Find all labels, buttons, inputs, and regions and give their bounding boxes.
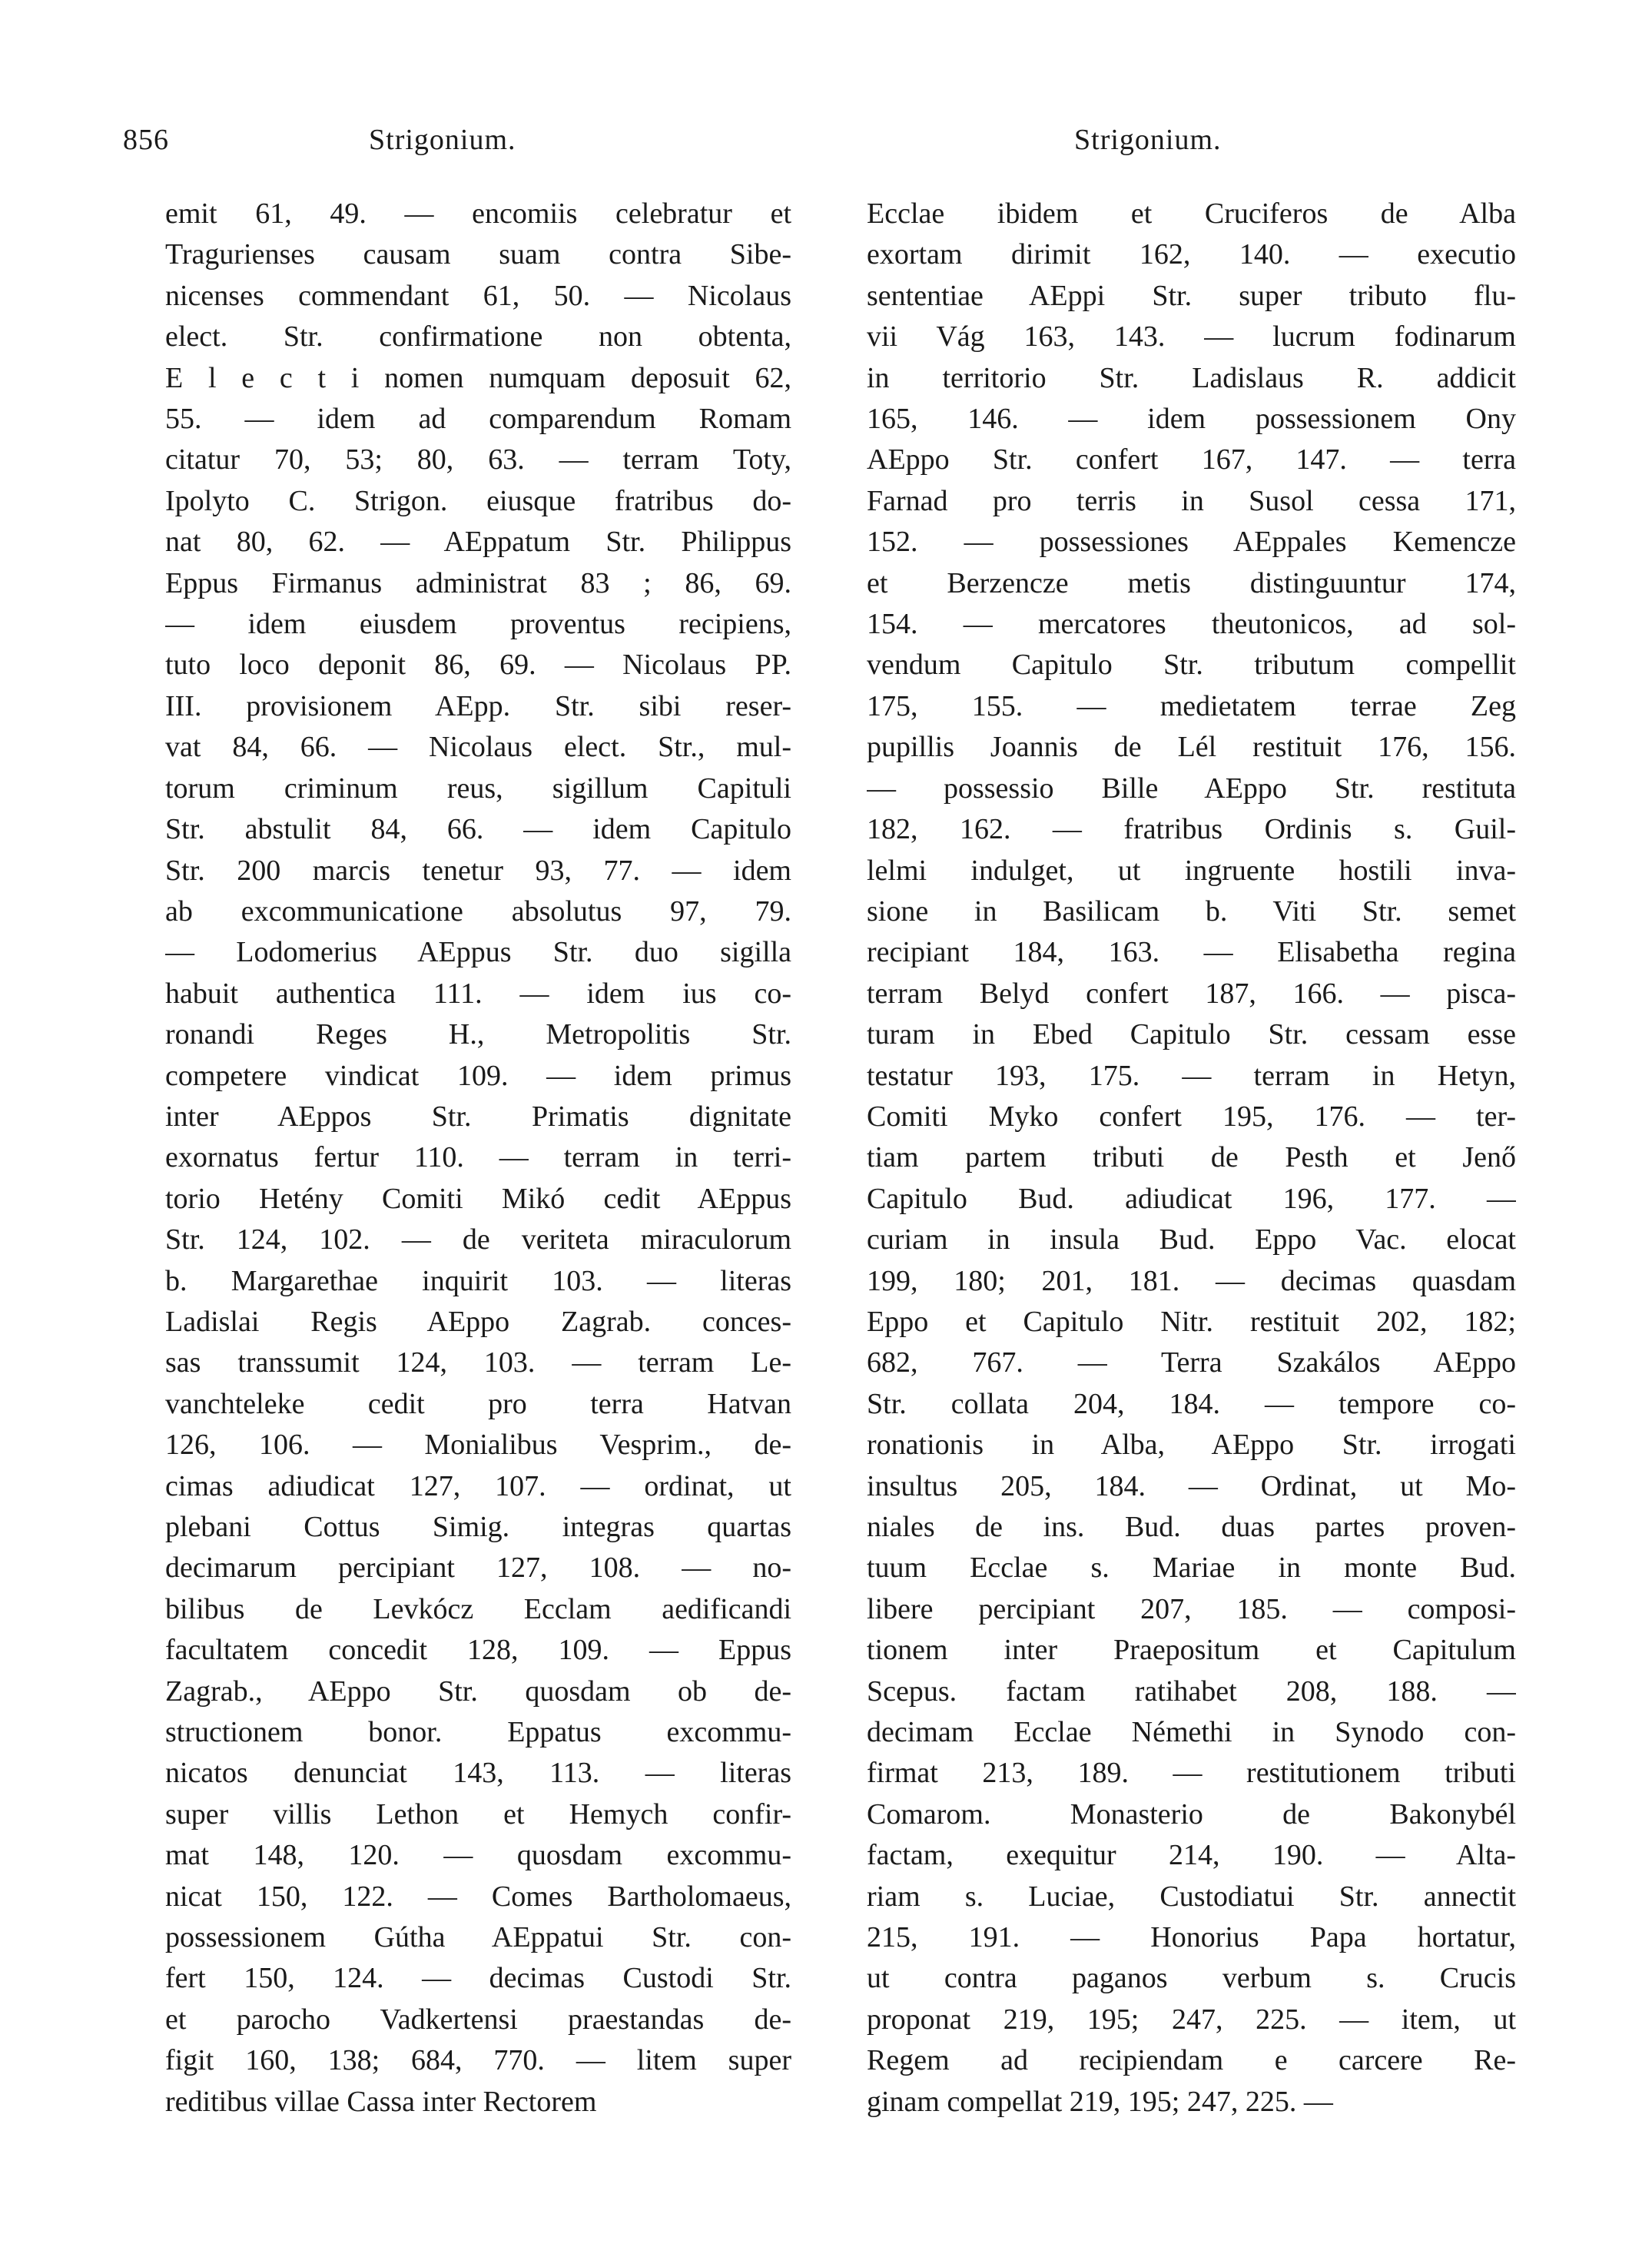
text-line: 175, 155. — medietatem terrae Zeg: [867, 689, 1516, 722]
text-line: Comiti Myko confert 195, 176. — ter-: [867, 1100, 1516, 1133]
text-line: vanchteleke cedit pro terra Hatvan: [165, 1387, 791, 1420]
text-line: turam in Ebed Capitulo Str. cessam esse: [867, 1018, 1516, 1051]
text-line: et parocho Vadkertensi praestandas de-: [165, 2003, 791, 2036]
text-line: fert 150, 124. — decimas Custodi Str.: [165, 1962, 791, 1995]
text-line: E l e c t i nomen numquam deposuit 62,: [165, 361, 791, 394]
text-line: cimas adiudicat 127, 107. — ordinat, ut: [165, 1469, 791, 1502]
text-line: pupillis Joannis de Lél restituit 176, 156.: [867, 731, 1516, 764]
text-line: Farnad pro terris in Susol cessa 171,: [867, 484, 1516, 517]
text-line: vii Vág 163, 143. — lucrum fodinarum: [867, 320, 1516, 353]
text-line: Str. abstulit 84, 66. — idem Capitulo: [165, 813, 791, 846]
text-line: AEppo Str. confert 167, 147. — terra: [867, 443, 1516, 476]
text-line: elect. Str. confirmatione non obtenta,: [165, 320, 791, 353]
text-line: nat 80, 62. — AEppatum Str. Philippus: [165, 526, 791, 559]
text-line: sas transsumit 124, 103. — terram Le-: [165, 1346, 791, 1379]
text-line: ronationis in Alba, AEppo Str. irrogati: [867, 1429, 1516, 1462]
text-line: recipiant 184, 163. — Elisabetha regina: [867, 936, 1516, 969]
text-line: Comarom. Monasterio de Bakonybél: [867, 1797, 1516, 1831]
text-line: III. provisionem AEpp. Str. sibi reser-: [165, 689, 791, 722]
text-line: emit 61, 49. — encomiis celebratur et: [165, 197, 791, 230]
text-line: nicat 150, 122. — Comes Bartholomaeus,: [165, 1880, 791, 1913]
text-line: 55. — idem ad comparendum Romam: [165, 403, 791, 436]
text-line: sione in Basilicam b. Viti Str. semet: [867, 895, 1516, 928]
text-line: tiam partem tributi de Pesth et Jenő: [867, 1141, 1516, 1174]
text-line: — idem eiusdem proventus recipiens,: [165, 608, 791, 641]
text-line: structionem bonor. Eppatus excommu-: [165, 1716, 791, 1749]
text-line: testatur 193, 175. — terram in Hetyn,: [867, 1059, 1516, 1092]
text-line: Capitulo Bud. adiudicat 196, 177. —: [867, 1182, 1516, 1215]
text-line: reditibus villae Cassa inter Rectorem: [165, 2085, 597, 2118]
text-line: citatur 70, 53; 80, 63. — terram Toty,: [165, 443, 791, 476]
text-line: Eppo et Capitulo Nitr. restituit 202, 182;: [867, 1305, 1516, 1338]
text-line: sententiae AEppi Str. super tributo flu-: [867, 279, 1516, 312]
text-line: 126, 106. — Monialibus Vesprim., de-: [165, 1429, 791, 1462]
text-line: habuit authentica 111. — idem ius co-: [165, 977, 791, 1010]
text-line: Regem ad recipiendam e carcere Re-: [867, 2044, 1516, 2077]
text-line: bilibus de Levkócz Ecclam aedificandi: [165, 1592, 791, 1625]
text-line: 215, 191. — Honorius Papa hortatur,: [867, 1921, 1516, 1954]
text-line: competere vindicat 109. — idem primus: [165, 1059, 791, 1092]
text-line: 182, 162. — fratribus Ordinis s. Guil-: [867, 813, 1516, 846]
text-line: decimarum percipiant 127, 108. — no-: [165, 1552, 791, 1585]
text-line: torio Hetény Comiti Mikó cedit AEppus: [165, 1182, 791, 1215]
page-number: 856: [123, 124, 169, 156]
text-line: exornatus fertur 110. — terram in terri-: [165, 1141, 791, 1174]
text-line: firmat 213, 189. — restitutionem tributi: [867, 1757, 1516, 1790]
text-line: riam s. Luciae, Custodiatui Str. annectit: [867, 1880, 1516, 1913]
text-line: libere percipiant 207, 185. — composi-: [867, 1592, 1516, 1625]
text-line: mat 148, 120. — quosdam excommu-: [165, 1839, 791, 1872]
text-line: Tragurienses causam suam contra Sibe-: [165, 238, 791, 271]
right-column: [867, 194, 1516, 2123]
text-line: vendum Capitulo Str. tributum compellit: [867, 649, 1516, 682]
text-line: Ladislai Regis AEppo Zagrab. conces-: [165, 1305, 791, 1338]
text-line: super villis Lethon et Hemych confir-: [165, 1797, 791, 1831]
text-line: tuto loco deponit 86, 69. — Nicolaus PP.: [165, 649, 791, 682]
text-line: b. Margarethae inquirit 103. — literas: [165, 1264, 791, 1297]
text-line: Scepus. factam ratihabet 208, 188. —: [867, 1675, 1516, 1708]
text-line: decimam Ecclae Némethi in Synodo con-: [867, 1716, 1516, 1749]
text-line: tuum Ecclae s. Mariae in monte Bud.: [867, 1552, 1516, 1585]
text-line: 154. — mercatores theutonicos, ad sol-: [867, 608, 1516, 641]
text-line: ginam compellat 219, 195; 247, 225. —: [867, 2085, 1333, 2118]
text-line: Str. collata 204, 184. — tempore co-: [867, 1387, 1516, 1420]
text-line: — possessio Bille AEppo Str. restituta: [867, 772, 1516, 805]
text-line: Ecclae ibidem et Cruciferos de Alba: [867, 197, 1516, 230]
text-line: curiam in insula Bud. Eppo Vac. elocat: [867, 1223, 1516, 1256]
text-line: Str. 124, 102. — de veriteta miraculorum: [165, 1223, 791, 1256]
text-line: niales de ins. Bud. duas partes proven-: [867, 1511, 1516, 1543]
text-line: 199, 180; 201, 181. — decimas quasdam: [867, 1264, 1516, 1297]
text-line: nicenses commendant 61, 50. — Nicolaus: [165, 279, 791, 312]
text-line: — Lodomerius AEppus Str. duo sigilla: [165, 936, 791, 969]
text-line: vat 84, 66. — Nicolaus elect. Str., mul-: [165, 731, 791, 764]
text-line: Ipolyto C. Strigon. eiusque fratribus do-: [165, 484, 791, 517]
text-line: possessionem Gútha AEppatui Str. con-: [165, 1921, 791, 1954]
text-line: proponat 219, 195; 247, 225. — item, ut: [867, 2003, 1516, 2036]
text-line: tionem inter Praepositum et Capitulum: [867, 1634, 1516, 1667]
text-line: plebani Cottus Simig. integras quartas: [165, 1511, 791, 1543]
text-line: insultus 205, 184. — Ordinat, ut Mo-: [867, 1469, 1516, 1502]
text-line: Str. 200 marcis tenetur 93, 77. — idem: [165, 854, 791, 887]
text-line: nicatos denunciat 143, 113. — literas: [165, 1757, 791, 1790]
text-line: in territorio Str. Ladislaus R. addicit: [867, 361, 1516, 394]
text-line: ab excommunicatione absolutus 97, 79.: [165, 895, 791, 928]
left-column: [165, 194, 791, 2123]
text-line: inter AEppos Str. Primatis dignitate: [165, 1100, 791, 1133]
text-line: 682, 767. — Terra Szakálos AEppo: [867, 1346, 1516, 1379]
text-line: lelmi indulget, ut ingruente hostili inva-: [867, 854, 1516, 887]
text-line: et Berzencze metis distinguuntur 174,: [867, 566, 1516, 599]
text-line: terram Belyd confert 187, 166. — pisca-: [867, 977, 1516, 1010]
text-line: figit 160, 138; 684, 770. — litem super: [165, 2044, 791, 2077]
text-line: ronandi Reges H., Metropolitis Str.: [165, 1018, 791, 1051]
running-title-left: Strigonium.: [369, 124, 516, 156]
text-line: torum criminum reus, sigillum Capituli: [165, 772, 791, 805]
text-line: ut contra paganos verbum s. Crucis: [867, 1962, 1516, 1995]
text-line: Zagrab., AEppo Str. quosdam ob de-: [165, 1675, 791, 1708]
text-line: 165, 146. — idem possessionem Ony: [867, 403, 1516, 436]
running-title-right: Strigonium.: [1074, 124, 1222, 156]
text-line: facultatem concedit 128, 109. — Eppus: [165, 1634, 791, 1667]
text-line: Eppus Firmanus administrat 83 ; 86, 69.: [165, 566, 791, 599]
text-line: 152. — possessiones AEppales Kemencze: [867, 526, 1516, 559]
text-line: exortam dirimit 162, 140. — executio: [867, 238, 1516, 271]
text-line: factam, exequitur 214, 190. — Alta-: [867, 1839, 1516, 1872]
